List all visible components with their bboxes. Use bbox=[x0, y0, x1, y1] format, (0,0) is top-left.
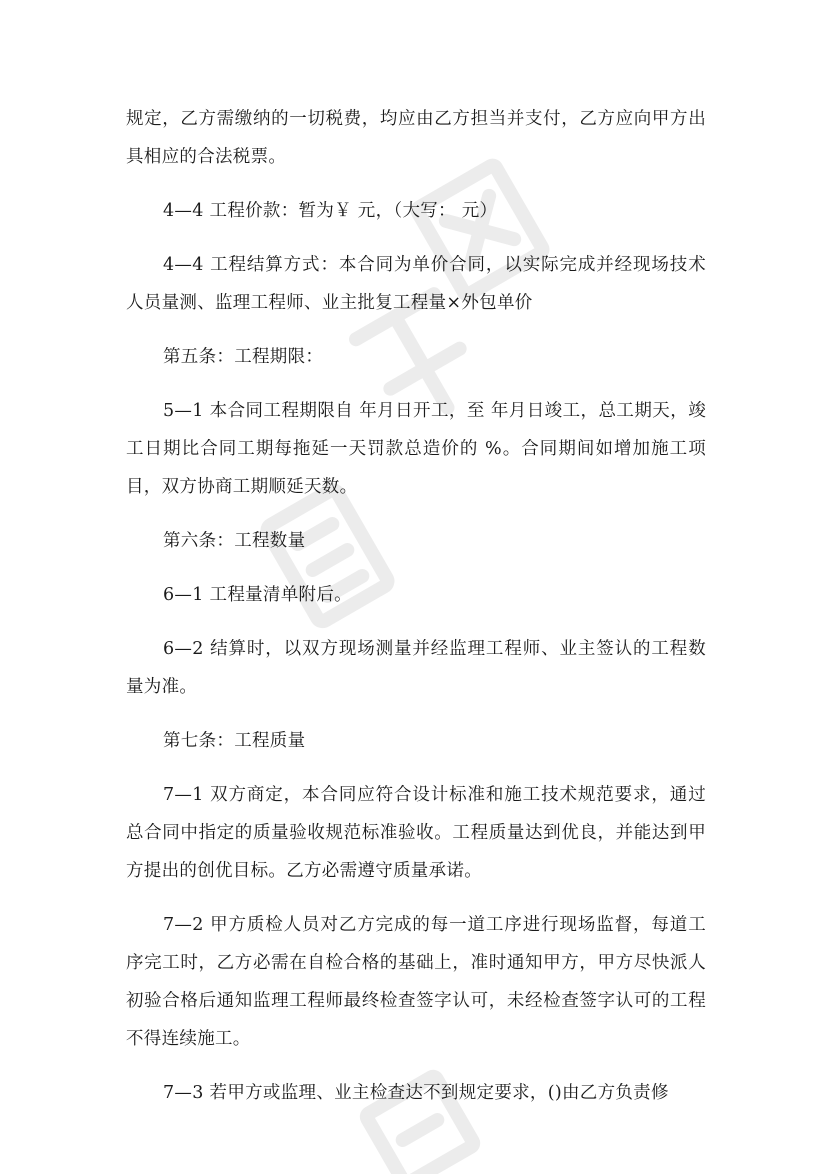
paragraph-4-4-price: 4—4 工程价款：暂为￥ 元，（大写： 元） bbox=[163, 201, 498, 221]
heading-article-7: 第七条：工程质量 bbox=[163, 731, 306, 751]
paragraph-6-2: 6—2 结算时，以双方现场测量并经监理工程师、业主签认的工程数量为准。 bbox=[126, 639, 706, 697]
paragraph-6-1: 6—1 工程量清单附后。 bbox=[163, 585, 352, 605]
paragraph-7-2: 7—2 甲方质检人员对乙方完成的每一道工序进行现场监督，每道工序完工时，乙方必需在自检合格的基础上，准时通知甲方，甲方尽快派人初验合格后通知监理工程师最终检查签字认可，未经检查签字认可的工程不得连续施工。 bbox=[126, 915, 706, 1049]
paragraph-7-3: 7—3 若甲方或监理、业主检查达不到规定要求，()由乙方负责修 bbox=[163, 1083, 669, 1103]
paragraph-7-1: 7—1 双方商定，本合同应符合设计标准和施工技术规范要求，通过总合同中指定的质量验收规范标准验收。工程质量达到优良，并能达到甲方提出的创优目标。乙方必需遵守质量承诺。 bbox=[126, 785, 706, 881]
document-body bbox=[126, 100, 706, 1128]
paragraph-4-4-settlement: 4—4 工程结算方式：本合同为单价合同，以实际完成并经现场技术人员量测、监理工程师、业主批复工程量×外包单价 bbox=[126, 255, 706, 313]
heading-article-5: 第五条：工程期限： bbox=[163, 347, 324, 367]
paragraph-tax-clause: 规定，乙方需缴纳的一切税费，均应由乙方担当并支付，乙方应向甲方出具相应的合法税票。 bbox=[126, 109, 706, 167]
paragraph-5-1: 5—1 本合同工程期限自 年月日开工，至 年月日竣工，总工期天，竣工日期比合同工期每拖延一天罚款总造价的 %。合同期间如增加施工项目，双方协商工期顺延天数。 bbox=[126, 401, 706, 497]
heading-article-6: 第六条：工程数量 bbox=[163, 531, 306, 551]
